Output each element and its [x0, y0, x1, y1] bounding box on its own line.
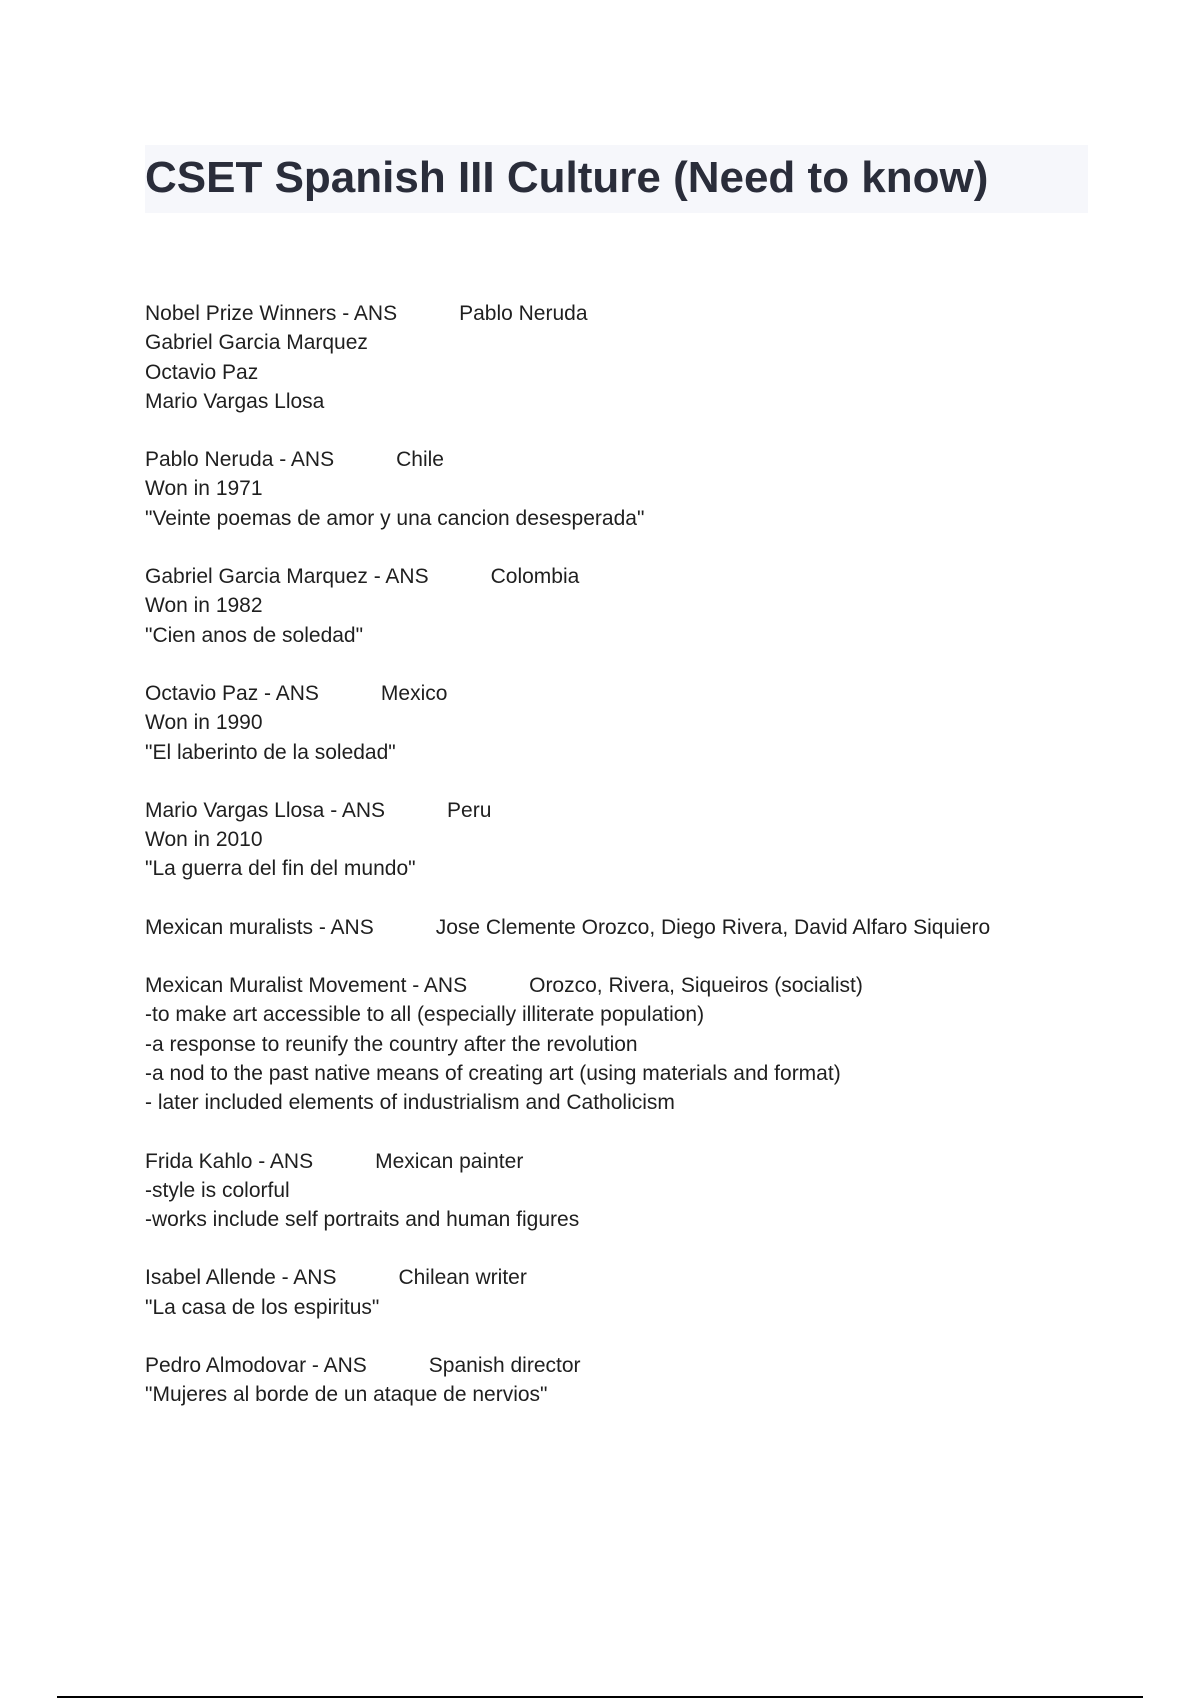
- entry-heading-line: [145, 913, 1075, 942]
- footer-divider: [57, 1696, 1143, 1698]
- entry-detail-line: Won in 1982: [145, 594, 263, 618]
- entry-detail-line: -to make art accessible to all (especially illiterate population): [145, 1003, 705, 1027]
- flashcard-entry: [145, 971, 1075, 1117]
- entry-detail-line: -a response to reunify the country after the revolution: [145, 1032, 638, 1056]
- entry-heading-line: [145, 796, 1075, 825]
- page-title: CSET Spanish III Culture (Need to know): [145, 153, 989, 202]
- entry-detail-line: "El laberinto de la soledad": [145, 740, 396, 764]
- flashcard-entry: [145, 445, 1075, 533]
- flashcard-entry: [145, 299, 1075, 416]
- flashcard-entry: [145, 796, 1075, 884]
- flashcard-entry: [145, 913, 1075, 942]
- entry-answer: Chilean writer: [398, 1266, 527, 1290]
- entry-answer: Spanish director: [428, 1354, 581, 1378]
- entry-term: Pablo Neruda - ANS: [145, 448, 335, 472]
- entry-heading-line: [145, 445, 1075, 474]
- entry-term: Nobel Prize Winners - ANS: [145, 302, 398, 325]
- entry-detail-line: Mario Vargas Llosa: [145, 389, 325, 413]
- entry-term: Isabel Allende - ANS: [145, 1266, 337, 1290]
- entry-heading-line: [145, 299, 1075, 328]
- entry-detail-line: "Mujeres al borde de un ataque de nervios": [145, 1383, 548, 1407]
- entry-heading-line: [145, 562, 1075, 591]
- entry-answer: Mexico: [380, 681, 448, 705]
- flashcard-entry: [145, 1263, 1075, 1322]
- entry-detail-line: "Cien anos de soledad": [145, 623, 364, 647]
- entry-detail-line: Gabriel Garcia Marquez: [145, 331, 368, 355]
- entry-answer: Pablo Neruda: [459, 302, 588, 325]
- entry-term: Octavio Paz - ANS: [145, 681, 319, 705]
- flashcard-entry: [145, 1351, 1075, 1410]
- entry-detail-line: Won in 1971: [145, 477, 263, 501]
- flashcard-list: [145, 299, 1075, 1439]
- entry-answer: Peru: [447, 798, 492, 822]
- entry-detail-line: "La guerra del fin del mundo": [145, 857, 416, 881]
- entry-term: Mario Vargas Llosa - ANS: [145, 798, 386, 822]
- entry-term: Frida Kahlo - ANS: [145, 1149, 314, 1173]
- entry-detail-line: -works include self portraits and human figures: [145, 1208, 580, 1232]
- entry-detail-line: Won in 1990: [145, 711, 263, 735]
- flashcard-entry: [145, 562, 1075, 650]
- flashcard-entry: [145, 1147, 1075, 1235]
- entry-answer: Chile: [396, 448, 444, 472]
- entry-detail-line: "La casa de los espiritus": [145, 1295, 380, 1319]
- entry-heading-line: [145, 1351, 1075, 1380]
- entry-term: Pedro Almodovar - ANS: [145, 1354, 367, 1378]
- entry-term: Gabriel Garcia Marquez - ANS: [145, 565, 429, 589]
- entry-answer: Orozco, Rivera, Siqueiros (socialist): [529, 974, 863, 998]
- entry-detail-line: -style is colorful: [145, 1178, 290, 1202]
- entry-detail-line: Won in 2010: [145, 828, 263, 852]
- entry-heading-line: [145, 971, 1075, 1000]
- entry-term: Mexican Muralist Movement - ANS: [145, 974, 468, 998]
- flashcard-entry: [145, 679, 1075, 767]
- entry-answer: Jose Clemente Orozco, Diego Rivera, David Alfaro Siquiero: [435, 915, 991, 939]
- entry-term: Mexican muralists - ANS: [145, 915, 374, 939]
- entry-detail-line: - later included elements of industrialism and Catholicism: [145, 1091, 675, 1115]
- entry-answer: Colombia: [490, 565, 580, 589]
- entry-answer: Mexican painter: [375, 1149, 524, 1173]
- entry-heading-line: [145, 1147, 1075, 1176]
- entry-detail-line: "Veinte poemas de amor y una cancion desesperada": [145, 506, 645, 530]
- entry-heading-line: [145, 679, 1075, 708]
- entry-detail-line: -a nod to the past native means of creating art (using materials and format): [145, 1061, 841, 1085]
- entry-detail-line: Octavio Paz: [145, 360, 259, 384]
- entry-heading-line: [145, 1263, 1075, 1292]
